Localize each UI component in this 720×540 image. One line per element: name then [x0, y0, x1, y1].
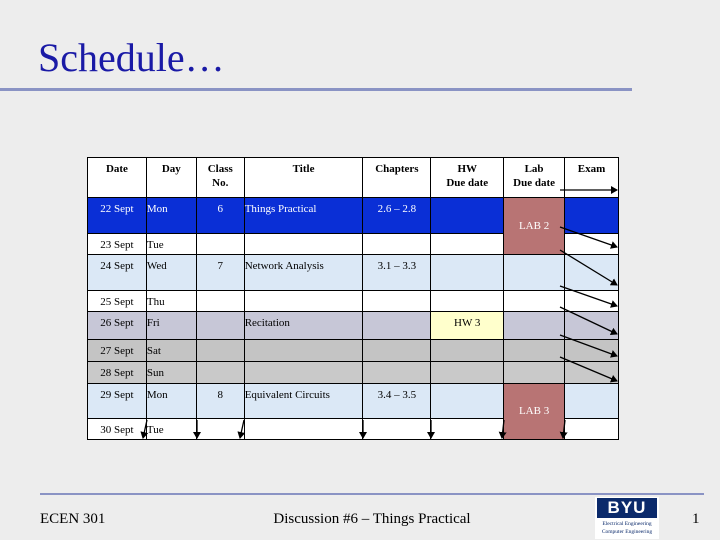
cell-chapters: 3.1 – 3.3 — [363, 255, 431, 291]
schedule-table — [87, 157, 619, 440]
cell-hw — [431, 234, 504, 255]
cell-chapters: 2.6 – 2.8 — [363, 198, 431, 234]
cell-hw — [431, 419, 504, 440]
table-row — [88, 198, 619, 234]
cell-lab — [504, 362, 565, 384]
cell-title — [244, 419, 363, 440]
cell-date: 28 Sept — [88, 362, 147, 384]
header-class-no: Class No. — [196, 158, 244, 198]
cell-date: 24 Sept — [88, 255, 147, 291]
cell-title — [244, 234, 363, 255]
cell-chapters — [363, 362, 431, 384]
table-row — [88, 312, 619, 340]
cell-day: Mon — [146, 384, 196, 419]
logo-subtitle-2: Computer Engineering — [601, 529, 653, 535]
cell-exam — [565, 340, 619, 362]
header-lab-due: Lab Due date — [504, 158, 565, 198]
cell-chapters — [363, 312, 431, 340]
table-header-row — [88, 158, 619, 198]
cell-chapters — [363, 419, 431, 440]
cell-hw — [431, 291, 504, 312]
header-date: Date — [88, 158, 147, 198]
cell-exam — [565, 234, 619, 255]
header-exam: Exam — [565, 158, 619, 198]
cell-lab — [504, 312, 565, 340]
cell-title: Recitation — [244, 312, 363, 340]
cell-date: 22 Sept — [88, 198, 147, 234]
cell-title — [244, 340, 363, 362]
cell-chapters — [363, 234, 431, 255]
header-hw-due: HW Due date — [431, 158, 504, 198]
cell-class-no: 6 — [196, 198, 244, 234]
table-row — [88, 384, 619, 419]
title-underline — [0, 88, 632, 91]
cell-day: Tue — [146, 419, 196, 440]
cell-date: 23 Sept — [88, 234, 147, 255]
footer-rule — [40, 493, 704, 495]
course-code: ECEN 301 — [40, 511, 106, 527]
table-row — [88, 362, 619, 384]
cell-exam — [565, 362, 619, 384]
cell-exam — [565, 312, 619, 340]
table-row — [88, 291, 619, 312]
cell-exam — [565, 419, 619, 440]
cell-title — [244, 291, 363, 312]
header-day: Day — [146, 158, 196, 198]
logo-subtitle-1: Electrical Engineering — [602, 521, 652, 527]
cell-lab — [504, 340, 565, 362]
cell-hw — [431, 198, 504, 234]
cell-exam — [565, 291, 619, 312]
cell-chapters — [363, 291, 431, 312]
page-number: 1 — [692, 511, 700, 527]
cell-hw — [431, 255, 504, 291]
header-chapters: Chapters — [363, 158, 431, 198]
footer-title: Discussion #6 – Things Practical — [273, 511, 471, 527]
cell-title — [244, 362, 363, 384]
cell-title: Things Practical — [244, 198, 363, 234]
cell-chapters — [363, 340, 431, 362]
cell-lab — [504, 291, 565, 312]
cell-class-no: 7 — [196, 255, 244, 291]
cell-hw — [431, 362, 504, 384]
slide-title: Schedule… — [38, 35, 225, 80]
cell-title: Equivalent Circuits — [244, 384, 363, 419]
cell-lab-3: LAB 3 — [504, 384, 565, 440]
cell-exam — [565, 384, 619, 419]
cell-date: 27 Sept — [88, 340, 147, 362]
cell-day: Wed — [146, 255, 196, 291]
cell-hw — [431, 340, 504, 362]
cell-date: 30 Sept — [88, 419, 147, 440]
cell-hw-3: HW 3 — [431, 312, 504, 340]
cell-date: 29 Sept — [88, 384, 147, 419]
cell-day: Thu — [146, 291, 196, 312]
table-row — [88, 255, 619, 291]
cell-lab-2: LAB 2 — [504, 198, 565, 255]
cell-class-no: 8 — [196, 384, 244, 419]
logo-wordmark: BYU — [597, 498, 657, 518]
cell-class-no — [196, 340, 244, 362]
cell-day: Mon — [146, 198, 196, 234]
cell-day: Fri — [146, 312, 196, 340]
cell-class-no — [196, 312, 244, 340]
cell-date: 26 Sept — [88, 312, 147, 340]
cell-date: 25 Sept — [88, 291, 147, 312]
byu-logo — [595, 497, 659, 539]
cell-hw — [431, 384, 504, 419]
cell-class-no — [196, 234, 244, 255]
cell-exam — [565, 255, 619, 291]
cell-class-no — [196, 291, 244, 312]
header-title: Title — [244, 158, 363, 198]
cell-chapters: 3.4 – 3.5 — [363, 384, 431, 419]
cell-class-no — [196, 362, 244, 384]
cell-day: Tue — [146, 234, 196, 255]
table-row — [88, 340, 619, 362]
cell-day: Sat — [146, 340, 196, 362]
cell-class-no — [196, 419, 244, 440]
cell-title: Network Analysis — [244, 255, 363, 291]
cell-lab — [504, 255, 565, 291]
cell-exam — [565, 198, 619, 234]
cell-day: Sun — [146, 362, 196, 384]
